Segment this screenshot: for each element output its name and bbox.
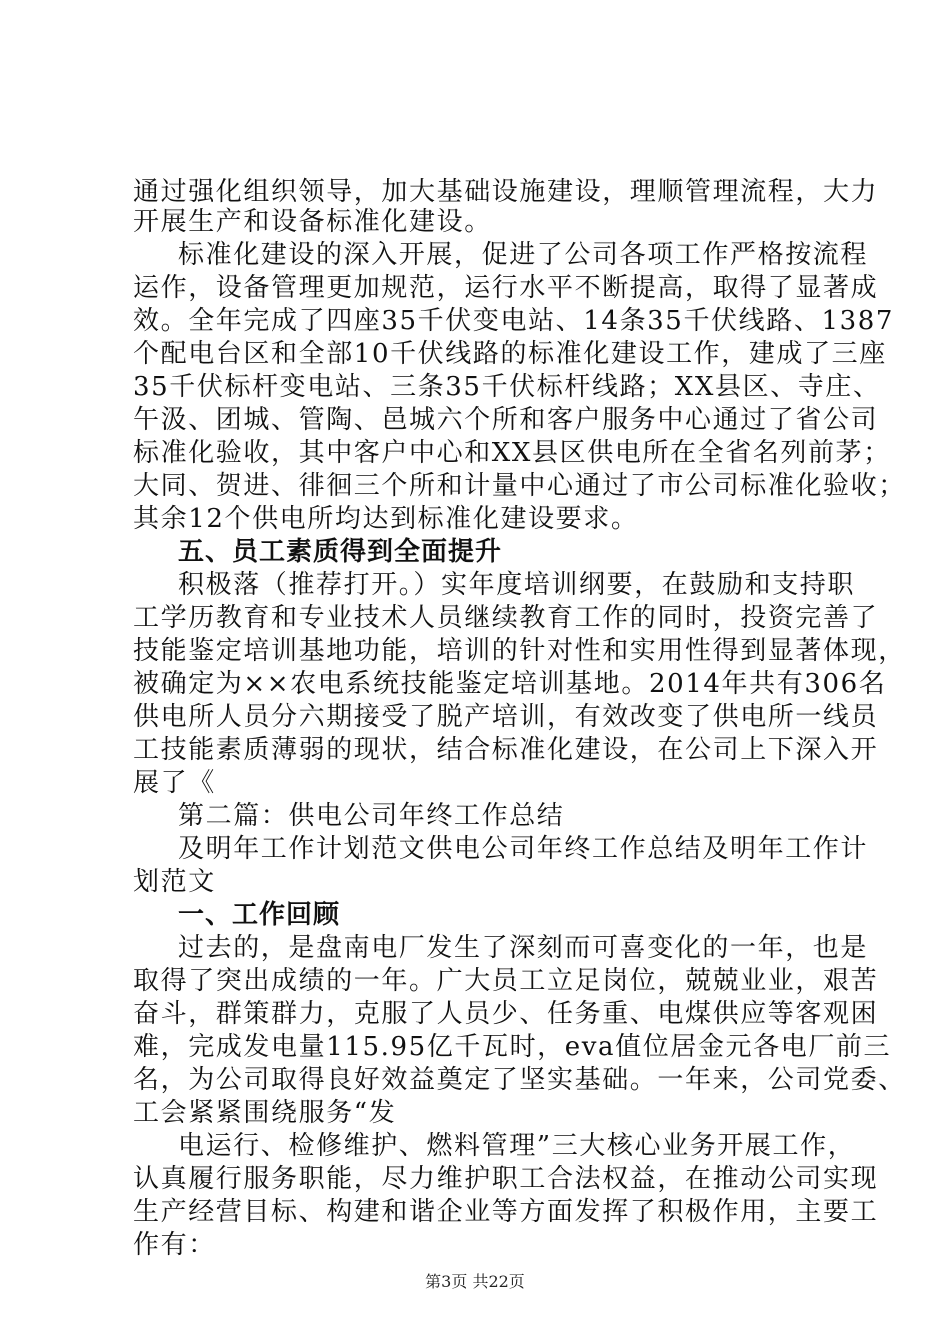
section-heading: 五、员工素质得到全面提升 (178, 537, 503, 567)
text-line: 开展生产和设备标准化建设。 (133, 207, 492, 237)
text-line: 午汲、团城、管陶、邑城六个所和客户服务中心通过了省公司 (133, 405, 879, 435)
text-line: 通过强化组织领导，加大基础设施建设，理顺管理流程，大力 (133, 177, 879, 207)
text-line: 奋斗，群策群力，克服了人员少、任务重、电煤供应等客观困 (133, 999, 879, 1029)
text-line: 作有： (133, 1230, 216, 1260)
text-line: 认真履行服务职能，尽力维护职工合法权益，在推动公司实现 (133, 1164, 879, 1194)
text-line: 名，为公司取得良好效益奠定了坚实基础。一年来，公司党委、 (133, 1065, 906, 1095)
section-heading: 一、工作回顾 (178, 900, 341, 930)
text-line: 运作，设备管理更加规范，运行水平不断提高，取得了显著成 (133, 273, 879, 303)
text-line: 工会紧紧围绕服务“发 (133, 1098, 397, 1128)
text-line: 工学历教育和专业技术人员继续教育工作的同时，投资完善了 (133, 603, 879, 633)
text-line: 供电所人员分六期接受了脱产培训，有效改变了供电所一线员 (133, 702, 879, 732)
text-line: 技能鉴定培训基地功能，培训的针对性和实用性得到显著体现， (133, 636, 906, 666)
text-line: 个配电台区和全部10千伏线路的标准化建设工作，建成了三座 (133, 339, 887, 369)
text-line: 标准化建设的深入开展，促进了公司各项工作严格按流程 (178, 240, 869, 270)
text-line: 其余12个供电所均达到标准化建设要求。 (133, 504, 639, 534)
text-line: 效。全年完成了四座35千伏变电站、14条35千伏线路、1387 (133, 306, 895, 336)
text-line: 积极落（推荐打开。）实年度培训纲要，在鼓励和支持职 (178, 570, 856, 600)
text-line: 展了《 (133, 768, 216, 798)
text-line: 划范文 (133, 867, 216, 897)
text-line: 取得了突出成绩的一年。广大员工立足岗位，兢兢业业，艰苦 (133, 966, 879, 996)
chapter-title: 第二篇：供电公司年终工作总结 (178, 801, 565, 831)
text-line: 大同、贺进、徘徊三个所和计量中心通过了市公司标准化验收； (133, 471, 906, 501)
text-line: 被确定为××农电系统技能鉴定培训基地。2014年共有306名 (133, 669, 887, 699)
text-line: 难，完成发电量115.95亿千瓦时，eva值位居金元各电厂前三 (133, 1032, 892, 1062)
text-line: 35千伏标杆变电站、三条35千伏标杆线路；XX县区、寺庄、 (133, 372, 881, 402)
text-line: 及明年工作计划范文供电公司年终工作总结及明年工作计 (178, 834, 869, 864)
text-line: 标准化验收，其中客户中心和XX县区供电所在全省名列前茅； (133, 438, 891, 468)
text-line: 工技能素质薄弱的现状，结合标准化建设，在公司上下深入开 (133, 735, 879, 765)
text-line: 电运行、检修维护、燃料管理”三大核心业务开展工作， (178, 1131, 856, 1161)
page-footer: 第3页 共22页 (425, 1272, 525, 1291)
text-line: 过去的，是盘南电厂发生了深刻而可喜变化的一年，也是 (178, 933, 869, 963)
text-line: 生产经营目标、构建和谐企业等方面发挥了积极作用，主要工 (133, 1197, 879, 1227)
